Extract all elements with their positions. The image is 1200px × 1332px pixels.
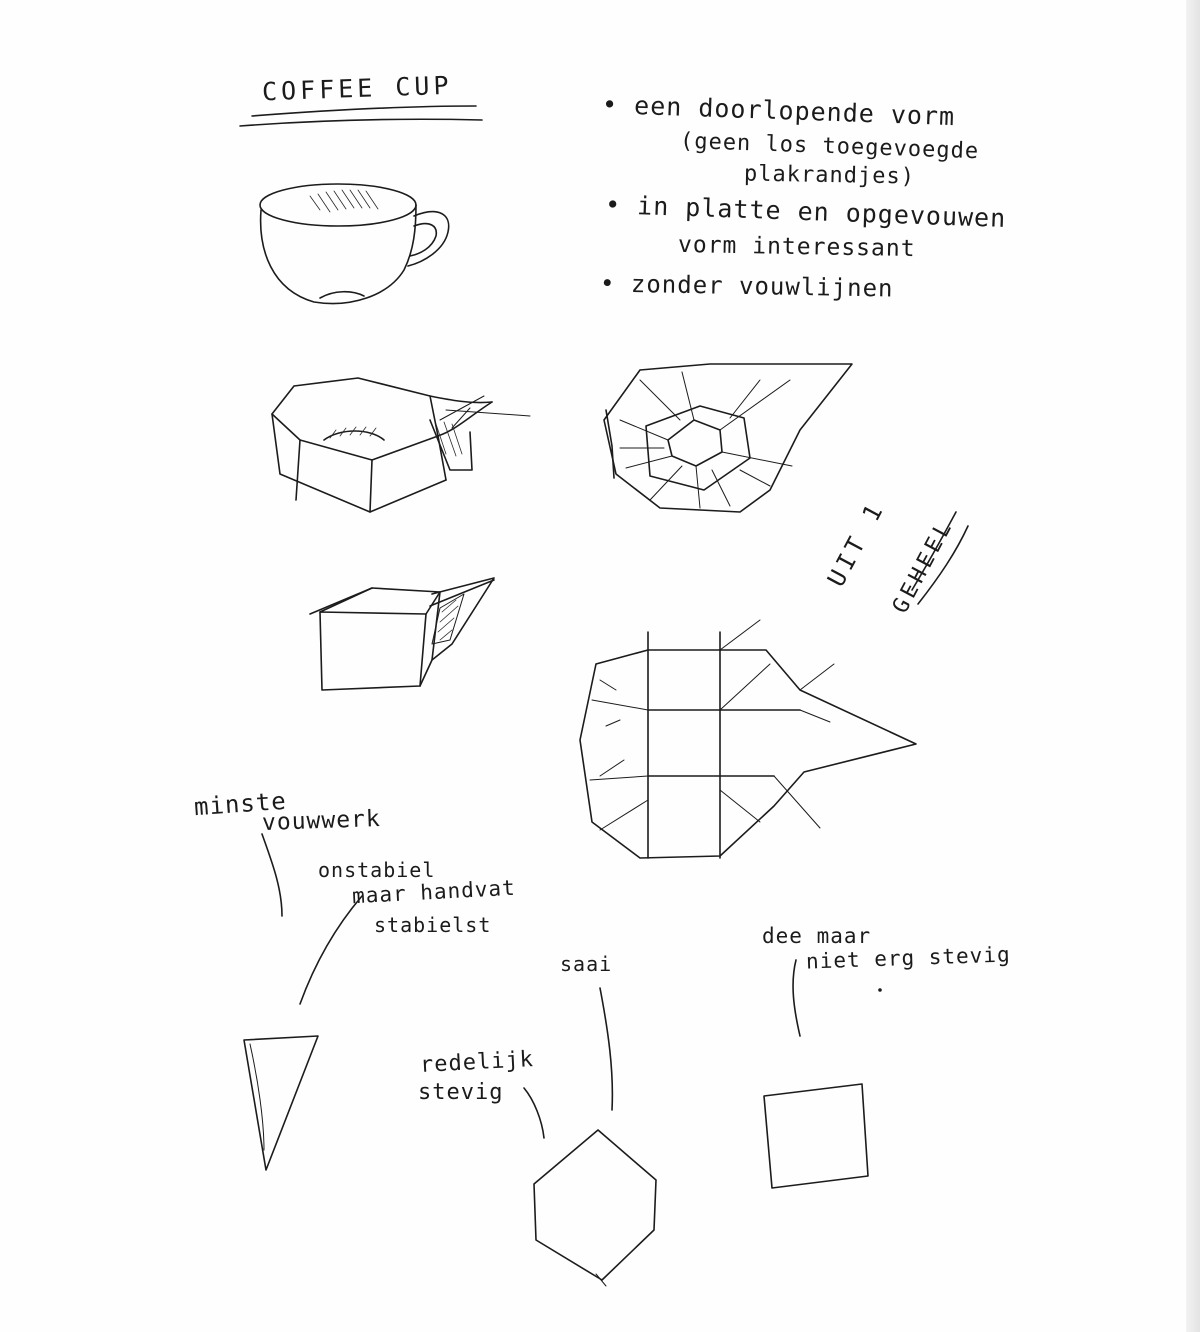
handle-note-leader [300,896,362,1004]
bullet-marker: • [601,89,619,120]
bullet-3-text: zonder vouwlijnen [630,269,894,303]
triangle-note-line-2: vouwwerk [261,805,382,837]
handle-note-line-2: maar handvat [351,875,517,909]
square-shape [764,960,882,1188]
handle-note-line-3: stabielst [374,913,492,937]
bullet-1-sub-1: (geen los toegevoegde [679,128,980,165]
flat-net-sketch-1 [604,364,852,512]
hexagon-side-note-line-2: stevig [418,1080,504,1105]
sketch-title: COFFEE CUP [261,70,453,107]
side-label-underline [912,512,968,604]
bullet-marker: • [604,190,622,220]
side-label-line-2: GEHEEL [888,514,959,618]
bullet-1-sub-2: plakrandjes) [743,161,916,190]
hexagon-cup-sketch-2 [310,578,494,690]
bullet-marker: • [599,269,616,298]
square-note-leader [793,960,800,1036]
bullet-2-sub-1: vorm interessant [677,231,916,263]
handle-note-line-1: onstabiel [318,858,436,882]
bullet-1-text: een doorlopende vorm [633,90,956,132]
bullet-2-text: in platte en opgevouwen [636,191,1007,233]
title-underline [240,106,482,126]
hexagon-side-note-line-1: redelijk [419,1047,535,1078]
hexagon-top-leader [600,988,612,1110]
hexagon-shape [524,988,656,1286]
hexagon-top-note: saai [560,952,613,976]
hexagon-cup-sketch-1 [272,378,530,512]
square-note-line-1: dee maar [762,924,872,948]
coffee-cup-drawing [260,184,449,304]
triangle-note-line-1: minste [193,786,288,822]
hexagon-side-leader [524,1088,544,1138]
side-label-line-1: UIT 1 [822,496,891,592]
triangle-shape [244,834,318,1170]
triangle-note-leader [262,834,282,916]
flat-net-sketch-2 [580,620,916,858]
square-note-line-2: niet erg stevig [805,942,1012,974]
